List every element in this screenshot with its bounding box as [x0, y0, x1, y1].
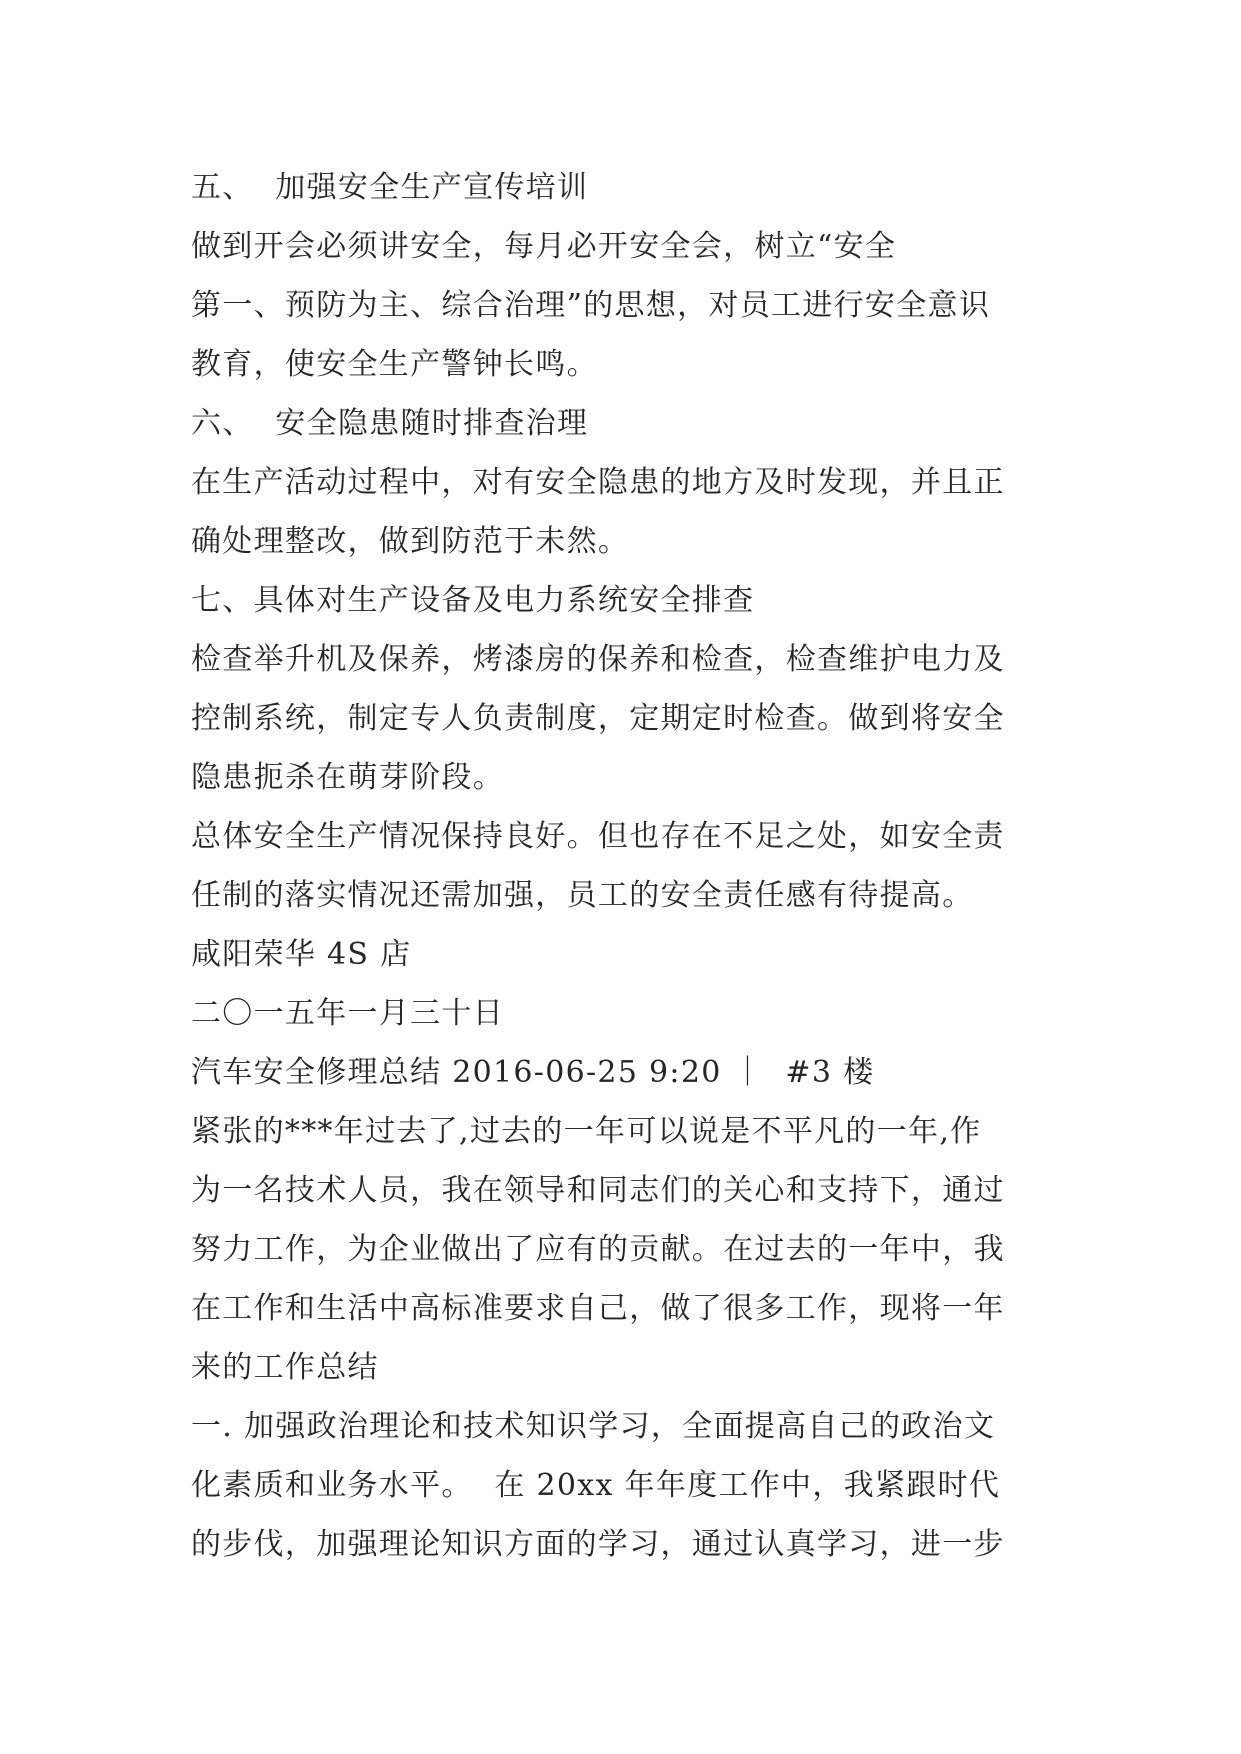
section-heading-5: 五、 加强安全生产宣传培训 — [191, 170, 589, 205]
paragraph-line: 第一、预防为主、综合治理”的思想，对员工进行安全意识 — [191, 288, 991, 323]
paragraph-line: 化素质和业务水平。 在 20xx 年年度工作中，我紧跟时代 — [191, 1468, 1001, 1503]
paragraph-line: 努力工作，为企业做出了应有的贡献。在过去的一年中，我 — [191, 1232, 1005, 1267]
signature-company: 咸阳荣华 4S 店 — [191, 937, 412, 972]
paragraph-line: 隐患扼杀在萌芽阶段。 — [191, 760, 504, 795]
signature-date: 二〇一五年一月三十日 — [191, 996, 504, 1031]
section-heading-7: 七、具体对生产设备及电力系统安全排查 — [191, 583, 755, 618]
section-heading-6: 六、 安全隐患随时排查治理 — [191, 406, 589, 441]
paragraph-line: 任制的落实情况还需加强，员工的安全责任感有待提高。 — [191, 878, 974, 913]
paragraph-line: 在工作和生活中高标准要求自己，做了很多工作，现将一年 — [191, 1291, 1005, 1326]
paragraph-line: 的步伐，加强理论知识方面的学习，通过认真学习，进一步 — [191, 1527, 1005, 1562]
section-heading-1: 一. 加强政治理论和技术知识学习，全面提高自己的政治文 — [191, 1409, 996, 1444]
paragraph-line: 总体安全生产情况保持良好。但也存在不足之处，如安全责 — [191, 819, 1005, 854]
paragraph-line: 为一名技术人员，我在领导和同志们的关心和支持下，通过 — [191, 1173, 1005, 1208]
paragraph-line: 做到开会必须讲安全，每月必开安全会，树立“安全 — [191, 229, 897, 264]
paragraph-line: 教育，使安全生产警钟长鸣。 — [191, 347, 598, 382]
paragraph-line: 控制系统，制定专人负责制度，定期定时检查。做到将安全 — [191, 701, 1005, 736]
document-body — [191, 158, 1061, 1574]
paragraph-line: 紧张的***年过去了,过去的一年可以说是不平凡的一年,作 — [191, 1114, 982, 1149]
paragraph-line: 确处理整改，做到防范于未然。 — [191, 524, 630, 559]
post-header: 汽车安全修理总结 2016-06-25 9:20 ｜ #3 楼 — [191, 1055, 875, 1090]
paragraph-line: 检查举升机及保养，烤漆房的保养和检查，检查维护电力及 — [191, 642, 1005, 677]
paragraph-line: 在生产活动过程中，对有安全隐患的地方及时发现，并且正 — [191, 465, 1005, 500]
paragraph-line: 来的工作总结 — [191, 1350, 379, 1385]
